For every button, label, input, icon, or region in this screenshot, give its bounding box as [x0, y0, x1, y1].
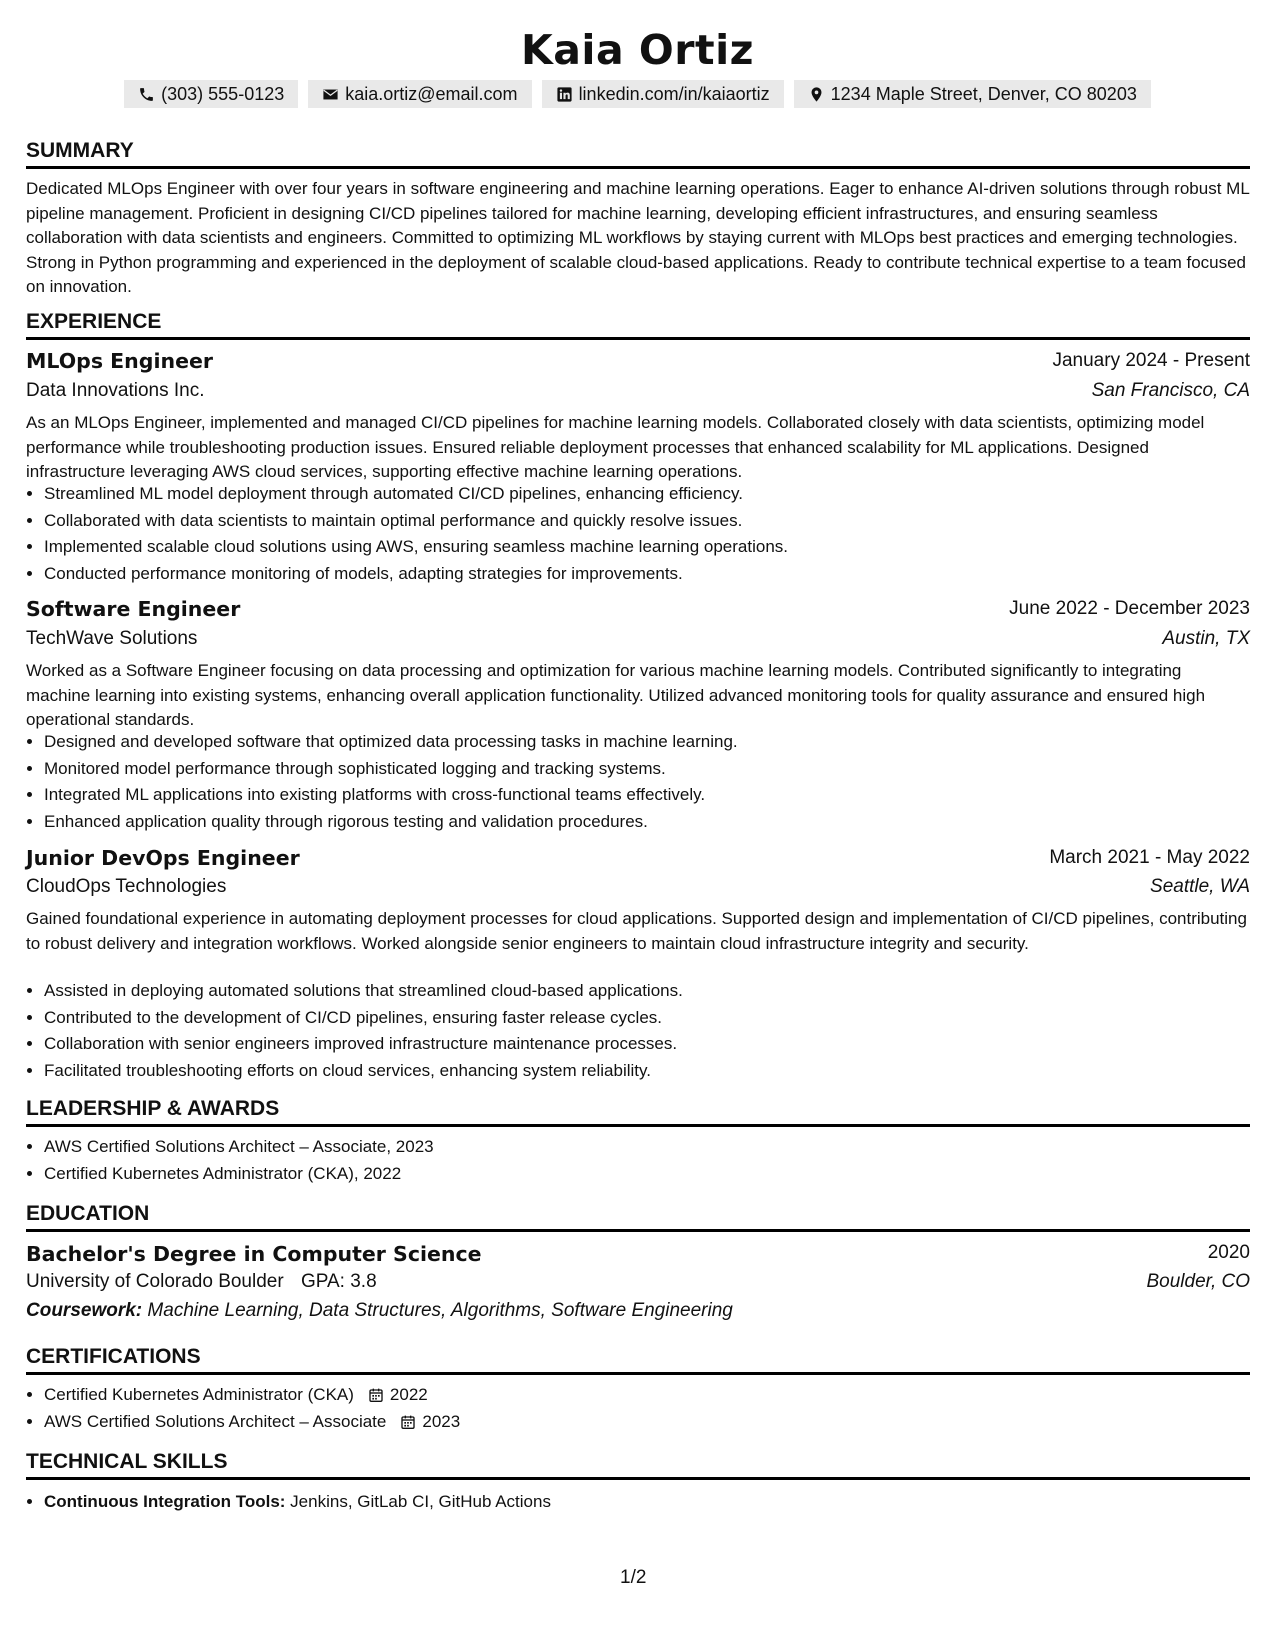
job-bullets — [26, 481, 1268, 587]
job-description: Worked as a Software Engineer focusing on data processing and optimization for various machine learning models. Contributed significantly to integrating machine learning into existing systems, enhancing overall application functionality. Utilized advanced monitoring tools for quality assurance and ensured high operational standards. — [26, 661, 1206, 730]
list-item: • Monitored model performance through sophisticated logging and tracking systems. — [44, 756, 1268, 783]
list-item: • Assisted in deploying automated solutions that streamlined cloud-based applications. — [44, 978, 1268, 1005]
summary-heading: SUMMARY — [26, 139, 1250, 169]
address-chip[interactable] — [794, 80, 1151, 108]
coursework-label: Coursework: — [26, 1300, 143, 1321]
email-text: kaia.ortiz@email.com — [345, 83, 518, 104]
phone-icon — [138, 86, 155, 103]
list-item: • Contributed to the development of CI/CD pipelines, ensuring faster release cycles. — [44, 1005, 1268, 1032]
coursework-list: Machine Learning, Data Structures, Algorithms, Software Engineering — [147, 1300, 733, 1321]
list-item: • Collaboration with senior engineers improved infrastructure maintenance processes. — [44, 1031, 1268, 1058]
envelope-icon — [322, 86, 339, 103]
skill-value: Jenkins, GitLab CI, GitHub Actions — [290, 1492, 551, 1511]
job-location: Seattle, WA — [1150, 876, 1250, 897]
phone-chip[interactable] — [124, 80, 298, 108]
calendar-icon — [400, 1414, 416, 1430]
list-item: • Certified Kubernetes Administrator (CKA), 2022 — [44, 1161, 1268, 1188]
job-title: MLOps Engineer — [26, 349, 213, 373]
certifications-list — [26, 1382, 1268, 1435]
cert-name: • Certified Kubernetes Administrator (CKA) — [44, 1385, 354, 1404]
job-dates: June 2022 - December 2023 — [1009, 598, 1250, 619]
leadership-heading: LEADERSHIP & AWARDS — [26, 1097, 1250, 1127]
job-company: CloudOps Technologies — [26, 876, 227, 897]
cert-year: 2022 — [389, 1385, 428, 1404]
contact-bar — [0, 80, 1275, 108]
cert-year: 2023 — [422, 1411, 461, 1431]
job-description: Gained foundational experience in automating deployment processes for cloud applications. Supported design and implementation of CI/CD pipelines, contributing to robust delivery and integration workflows. Worked alongside senior engineers to maintain cloud infrastructure integrity and security. — [26, 909, 1247, 953]
experience-heading: EXPERIENCE — [26, 310, 1250, 340]
list-item: • Designed and developed software that optimized data processing tasks in machine learning. — [44, 729, 1268, 756]
job-bullets — [26, 978, 1268, 1084]
calendar-icon — [368, 1387, 384, 1403]
coursework-line — [26, 1300, 733, 1322]
candidate-name: Kaia Ortiz — [520, 26, 755, 74]
list-item: • Collaborated with data scientists to maintain optimal performance and quickly resolve issues. — [44, 508, 1268, 535]
degree-title: Bachelor's Degree in Computer Science — [26, 1242, 482, 1266]
job-bullets — [26, 729, 1268, 835]
job-location: San Francisco, CA — [1091, 380, 1250, 401]
summary-text: Dedicated MLOps Engineer with over four years in software engineering and machine learning operations. Eager to enhance AI-driven solutions through robust ML pipeline management. Proficient in designing CI/CD pipelines tailored for machine learning, developing efficient infrastructures, and ensuring seamless collaboration with data scientists and engineers. Committed to optimizing ML workflows by staying current with MLOps best practices and emerging technologies. Strong in Python programming and experienced in the deployment of scalable cloud-based applications. Ready to contribute technical expertise to a team focused on innovation. — [26, 179, 1250, 297]
phone-text: (303) 555-0123 — [161, 83, 285, 104]
leadership-list — [26, 1134, 1268, 1187]
skill-label: Continuous Integration Tools: — [44, 1492, 286, 1511]
gpa: GPA: 3.8 — [300, 1271, 377, 1292]
job-title: Software Engineer — [26, 597, 241, 621]
list-item: • Facilitated troubleshooting efforts on cloud services, enhancing system reliability. — [44, 1058, 1268, 1085]
email-chip[interactable] — [308, 80, 531, 108]
list-item — [44, 1409, 1268, 1436]
school-location: Boulder, CO — [1146, 1271, 1250, 1292]
address-text: 1234 Maple Street, Denver, CO 80203 — [830, 83, 1137, 104]
list-item: • AWS Certified Solutions Architect – Associate, 2023 — [44, 1134, 1268, 1161]
list-item: • Streamlined ML model deployment through automated CI/CD pipelines, enhancing efficiency. — [44, 481, 1268, 508]
list-item: • Implemented scalable cloud solutions using AWS, ensuring seamless machine learning operations. — [44, 534, 1268, 561]
graduation-year: 2020 — [1207, 1242, 1250, 1263]
job-title: Junior DevOps Engineer — [26, 846, 300, 870]
list-item: • Integrated ML applications into existing platforms with cross-functional teams effectively. — [44, 782, 1268, 809]
job-dates: January 2024 - Present — [1052, 350, 1250, 371]
map-pin-icon — [808, 86, 825, 103]
list-item — [44, 1382, 1268, 1409]
job-description: As an MLOps Engineer, implemented and managed CI/CD pipelines for machine learning models. Collaborated closely with data scientists, optimizing model performance while troubleshooting production issues. Ensured reliable deployment processes that enhanced scalability for ML applications. Designed infrastructure leveraging AWS cloud services, supporting effective machine learning operations. — [26, 413, 1205, 482]
skills-list — [26, 1489, 1268, 1516]
job-company: TechWave Solutions — [26, 628, 198, 649]
certifications-heading: CERTIFICATIONS — [26, 1345, 1250, 1375]
job-location: Austin, TX — [1162, 628, 1250, 649]
list-item: • Enhanced application quality through rigorous testing and validation procedures. — [44, 809, 1268, 836]
list-item — [44, 1489, 1268, 1516]
job-company: Data Innovations Inc. — [26, 380, 205, 401]
linkedin-chip[interactable] — [542, 80, 784, 108]
linkedin-icon — [556, 86, 573, 103]
school-line — [26, 1271, 377, 1293]
job-dates: March 2021 - May 2022 — [1049, 847, 1250, 868]
school-name: University of Colorado Boulder — [26, 1271, 284, 1292]
linkedin-text: linkedin.com/in/kaiaortiz — [578, 83, 770, 104]
education-heading: EDUCATION — [26, 1202, 1250, 1232]
page-number: 1/2 — [620, 1567, 647, 1588]
skills-heading: TECHNICAL SKILLS — [26, 1450, 1250, 1480]
cert-name: • AWS Certified Solutions Architect – Associate — [44, 1411, 387, 1431]
list-item: • Conducted performance monitoring of models, adapting strategies for improvements. — [44, 561, 1268, 588]
